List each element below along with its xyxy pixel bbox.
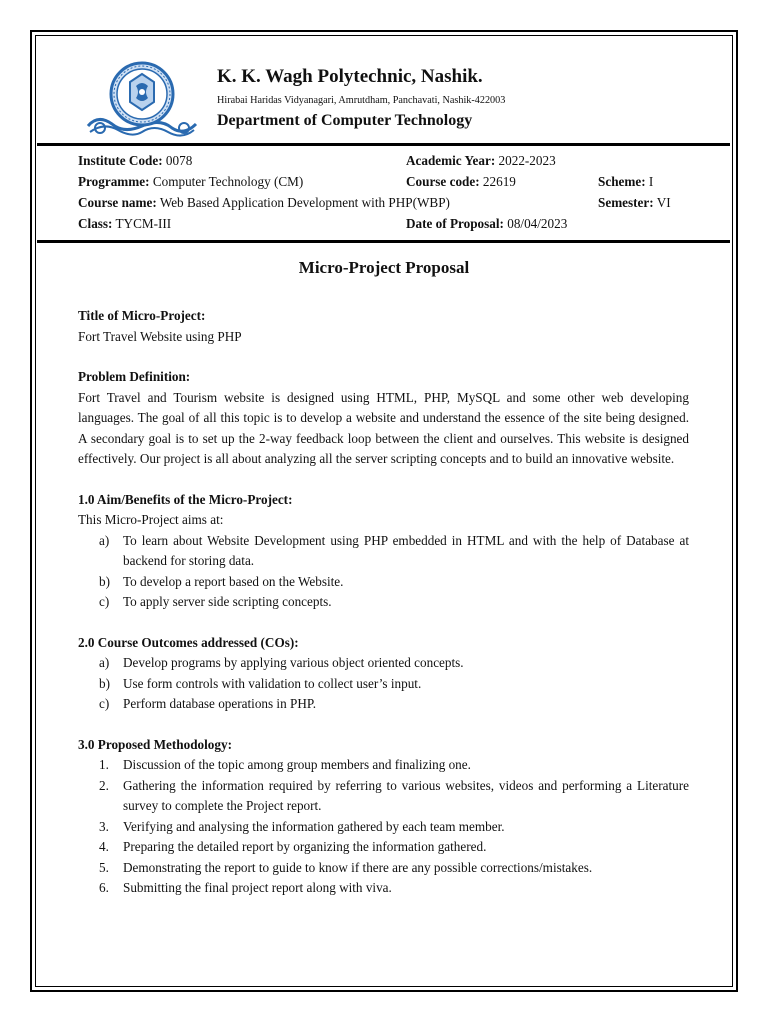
college-logo (84, 60, 200, 138)
proposal-body (78, 306, 689, 899)
course-name-row (78, 194, 450, 212)
date-of-proposal-label: Date of Proposal: (406, 216, 504, 231)
list-item (78, 878, 689, 899)
list-item-text: Submitting the final project report along with viva. (123, 880, 392, 895)
list-item (78, 653, 689, 674)
list-item (78, 592, 689, 613)
list-item-text: Develop programs by applying various object oriented concepts. (123, 655, 464, 670)
header-rule-top (37, 143, 730, 146)
list-marker: c) (99, 696, 110, 711)
list-marker: 1. (99, 757, 109, 772)
list-marker: a) (99, 655, 110, 670)
header-rule-bottom (37, 240, 730, 243)
semester-row (598, 194, 671, 212)
list-marker: 5. (99, 859, 109, 875)
college-address: Hirabai Haridas Vidyanagari, Amrutdham, Panchavati, Nashik-422003 (217, 95, 506, 106)
institute-code-label: Institute Code: (78, 153, 163, 168)
list-item (78, 572, 689, 593)
list-item (78, 858, 689, 879)
list-marker: 6. (99, 880, 109, 895)
date-of-proposal-row (406, 215, 567, 233)
course-code-value: 22619 (482, 174, 516, 189)
problem-heading: Problem Definition: (78, 369, 191, 384)
date-of-proposal-value: 08/04/2023 (507, 216, 568, 231)
list-item-text: Gathering the information required by referring to various websites, videos and performing a Literature survey to complete the Project report. (123, 777, 689, 813)
list-item (78, 837, 689, 858)
list-item (78, 674, 689, 695)
course-code-row (406, 173, 516, 191)
title-heading: Title of Micro-Project: (78, 308, 206, 323)
list-item-text: Verifying and analysing the information gathered by each team member. (123, 818, 505, 834)
list-item (78, 694, 689, 715)
college-name: K. K. Wagh Polytechnic, Nashik. (217, 66, 483, 87)
list-marker: b) (99, 573, 110, 589)
academic-year-label: Academic Year: (406, 153, 496, 168)
course-name-value: Web Based Application Development with PHP(WBP) (159, 195, 450, 210)
list-item (78, 817, 689, 838)
institute-code-value: 0078 (165, 153, 193, 168)
institute-code-row (78, 152, 192, 170)
list-item-text: Preparing the detailed report by organizing the information gathered. (123, 839, 487, 854)
list-item (78, 531, 689, 572)
scheme-value: I (648, 174, 654, 189)
list-item-text: To develop a report based on the Website. (123, 573, 344, 589)
class-row (78, 215, 171, 233)
methodology-list (78, 755, 689, 899)
problem-text: Fort Travel and Tourism website is designed using HTML, PHP, MySQL and some other web developing languages. The goal of all this topic is to develop a website and understand the essence of the site being designed. A secondary goal is to set up the 2-way feedback loop between the client and ourselves. This website is designed effectively. Our project is all about analyzing all the server scripting concepts and to build an innovative website. (78, 389, 689, 466)
list-item-text: Demonstrating the report to guide to know if there are any possible corrections/mistakes. (123, 859, 593, 875)
list-item (78, 755, 689, 776)
list-item (78, 776, 689, 817)
course-name-label: Course name: (78, 195, 157, 210)
list-marker: c) (99, 594, 110, 609)
semester-label: Semester: (598, 195, 654, 210)
scheme-row (598, 173, 653, 191)
class-value: TYCM-III (115, 216, 172, 231)
list-item-text: Use form controls with validation to collect user’s input. (123, 675, 422, 691)
list-item-text: To learn about Website Development using PHP embedded in HTML and with the help of Database at backend for storing data. (123, 532, 689, 568)
list-marker: 3. (99, 818, 109, 834)
outcomes-list (78, 653, 689, 715)
class-label: Class: (78, 216, 113, 231)
aim-heading: 1.0 Aim/Benefits of the Micro-Project: (78, 491, 293, 507)
outcomes-heading: 2.0 Course Outcomes addressed (COs): (78, 634, 299, 650)
aim-intro: This Micro-Project aims at: (78, 512, 224, 527)
department-name: Department of Computer Technology (217, 112, 473, 129)
title-text: Fort Travel Website using PHP (78, 328, 242, 344)
list-marker: 2. (99, 777, 109, 793)
course-code-label: Course code: (406, 174, 480, 189)
programme-row (78, 173, 303, 191)
proposal-title: Micro-Project Proposal (298, 258, 470, 277)
scheme-label: Scheme: (598, 174, 646, 189)
list-item-text: Discussion of the topic among group members and finalizing one. (123, 757, 471, 772)
list-marker: b) (99, 675, 110, 691)
list-item-text: Perform database operations in PHP. (123, 696, 317, 711)
programme-label: Programme: (78, 174, 150, 189)
list-marker: a) (99, 532, 110, 548)
aim-list (78, 531, 689, 613)
semester-value: VI (656, 195, 671, 210)
list-marker: 4. (99, 839, 109, 854)
academic-year-row (406, 152, 556, 170)
methodology-heading: 3.0 Proposed Methodology: (78, 736, 232, 752)
list-item-text: To apply server side scripting concepts. (123, 594, 332, 609)
programme-value: Computer Technology (CM) (152, 174, 304, 189)
academic-year-value: 2022-2023 (498, 153, 556, 168)
